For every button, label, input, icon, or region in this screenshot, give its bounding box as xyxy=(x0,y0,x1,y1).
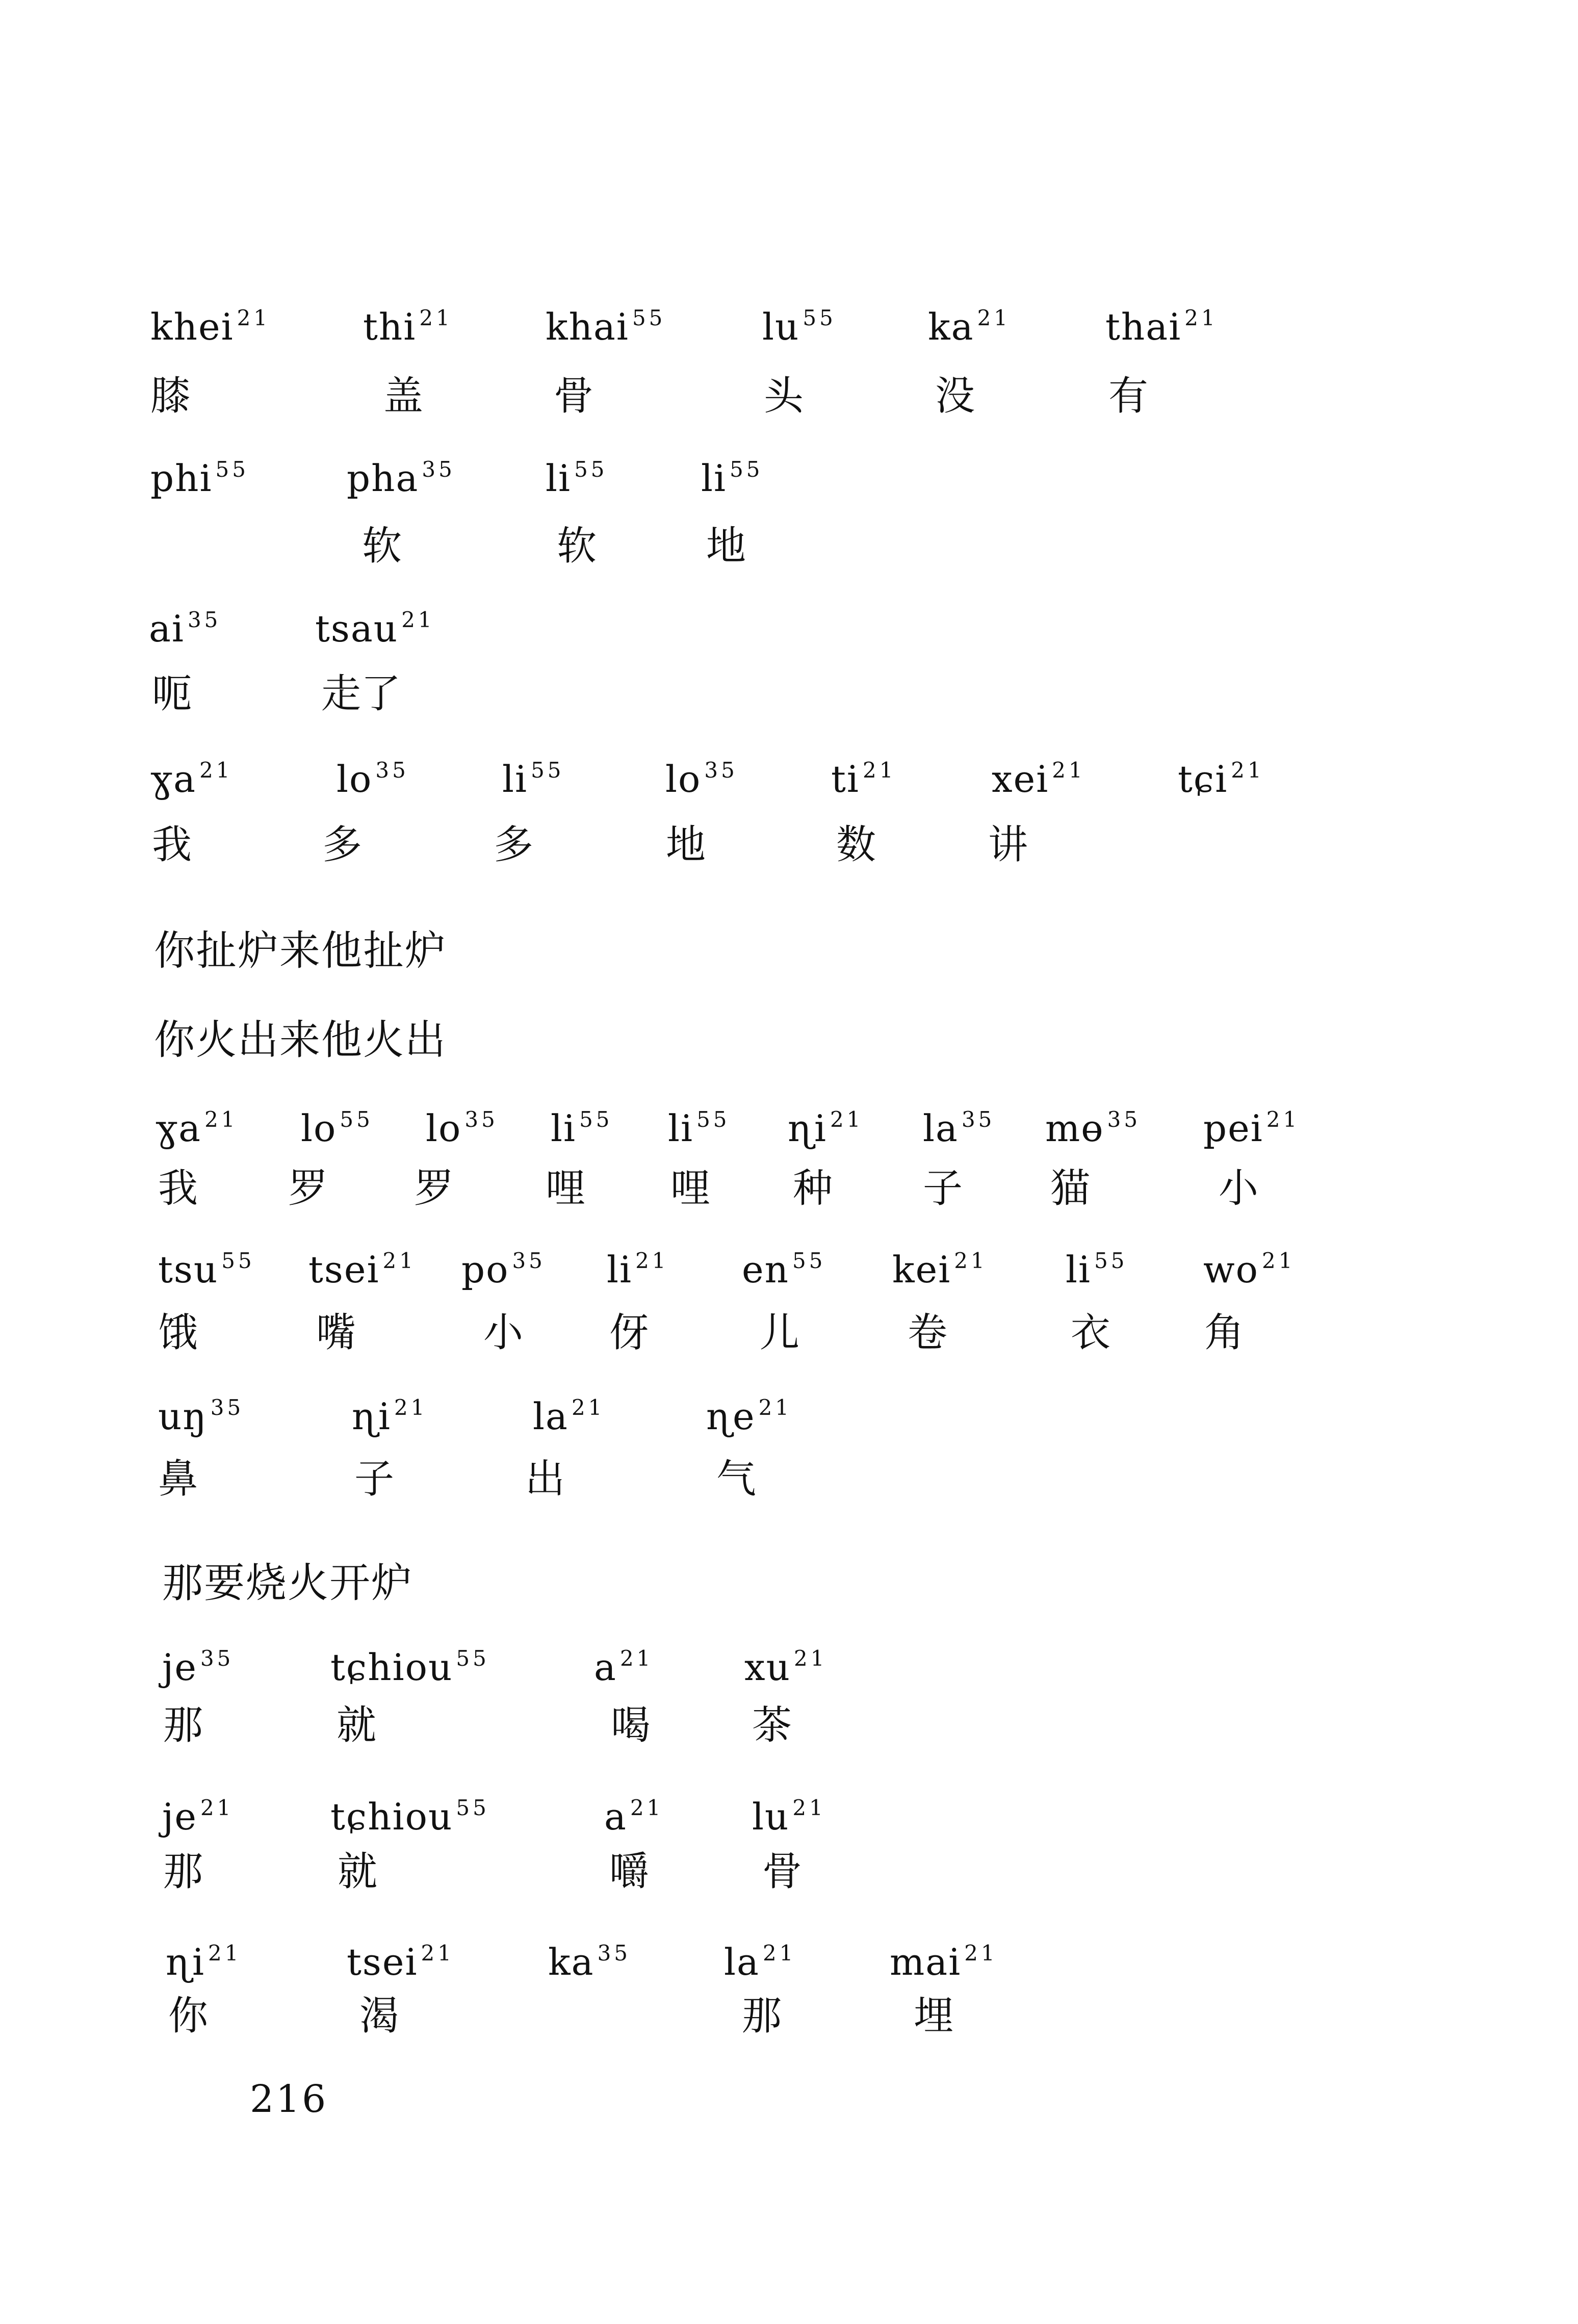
gloss-character: 那 xyxy=(163,1702,203,1748)
gloss-character: 喝 xyxy=(611,1702,651,1748)
page-number: 216 xyxy=(250,2077,328,2121)
romanized-word: phi $^{55}$ xyxy=(150,457,249,500)
romanized-word: la $^{35}$ xyxy=(923,1107,995,1150)
gloss-character: 鼻 xyxy=(158,1456,198,1502)
romanized-word: pha $^{35}$ xyxy=(347,457,455,500)
romanized-word: ɳe $^{21}$ xyxy=(706,1395,792,1438)
gloss-character: 气 xyxy=(716,1456,757,1502)
romanized-word: lo $^{35}$ xyxy=(665,758,738,801)
romanized-word: li $^{55}$ xyxy=(546,457,608,500)
romanized-word: kei $^{21}$ xyxy=(892,1248,988,1291)
gloss-character: 子 xyxy=(354,1456,395,1502)
gloss-character: 有 xyxy=(1108,373,1149,419)
gloss-character: 软 xyxy=(362,523,402,569)
gloss-character: 我 xyxy=(152,822,192,868)
romanized-word: ai $^{35}$ xyxy=(149,607,221,650)
gloss-character: 衣 xyxy=(1071,1310,1111,1356)
romanized-word: li $^{21}$ xyxy=(607,1248,669,1291)
romanized-word: wo $^{21}$ xyxy=(1203,1248,1296,1291)
gloss-character: 猫 xyxy=(1050,1166,1091,1211)
gloss-character: 呃 xyxy=(152,671,192,717)
gloss-character: 茶 xyxy=(752,1702,792,1748)
romanized-word: lu $^{21}$ xyxy=(752,1795,826,1838)
romanized-word: ka $^{35}$ xyxy=(548,1941,631,1983)
gloss-character: 嚼 xyxy=(609,1849,650,1895)
romanized-word: tsei $^{21}$ xyxy=(347,1941,454,1983)
romanized-word: ɳi $^{21}$ xyxy=(788,1107,864,1150)
gloss-character: 种 xyxy=(793,1166,833,1211)
verse-translation-line: 那要烧火开炉 xyxy=(162,1559,413,1607)
gloss-character: 出 xyxy=(525,1456,565,1502)
romanized-word: khei $^{21}$ xyxy=(150,305,271,348)
gloss-character: 小 xyxy=(1219,1166,1259,1211)
romanized-word: ɳi $^{21}$ xyxy=(352,1395,428,1438)
verse-translation-line: 你扯炉来他扯炉 xyxy=(154,927,447,974)
romanized-word: ɣa $^{21}$ xyxy=(156,1107,238,1150)
romanized-word: tsau $^{21}$ xyxy=(315,607,435,650)
gloss-character: 那 xyxy=(163,1849,203,1895)
romanized-word: la $^{21}$ xyxy=(724,1941,796,1983)
gloss-character: 没 xyxy=(935,373,975,419)
romanized-word: khai $^{55}$ xyxy=(546,305,666,348)
gloss-character: 你 xyxy=(168,1993,209,2039)
romanized-word: pei $^{21}$ xyxy=(1203,1107,1300,1150)
gloss-character: 卷 xyxy=(908,1310,948,1356)
romanized-word: xei $^{21}$ xyxy=(992,758,1085,801)
romanized-word: ti $^{21}$ xyxy=(831,758,896,801)
gloss-character: 就 xyxy=(337,1702,377,1748)
romanized-word: li $^{55}$ xyxy=(668,1107,730,1150)
romanized-word: tɕi $^{21}$ xyxy=(1178,758,1264,801)
romanized-word: li $^{55}$ xyxy=(551,1107,613,1150)
romanized-word: lo $^{55}$ xyxy=(301,1107,373,1150)
gloss-character: 地 xyxy=(706,523,746,569)
romanized-word: tɕhiou $^{55}$ xyxy=(330,1646,489,1689)
gloss-character: 嘴 xyxy=(316,1310,356,1356)
verse-translation-line: 你火出来他火出 xyxy=(154,1016,447,1064)
romanized-word: ɣa $^{21}$ xyxy=(150,758,233,801)
gloss-character: 数 xyxy=(836,822,876,868)
romanized-word: mɵ $^{35}$ xyxy=(1045,1107,1141,1150)
gloss-character: 埋 xyxy=(914,1993,954,2039)
gloss-character: 盖 xyxy=(383,373,424,419)
gloss-character: 骨 xyxy=(554,373,594,419)
romanized-word: ka $^{21}$ xyxy=(928,305,1011,348)
gloss-character: 罗 xyxy=(288,1166,328,1211)
gloss-character: 渴 xyxy=(359,1993,400,2039)
gloss-character: 就 xyxy=(338,1849,378,1895)
romanized-word: a $^{21}$ xyxy=(604,1795,664,1838)
romanized-word: je $^{21}$ xyxy=(162,1795,234,1838)
gloss-character: 哩 xyxy=(670,1166,711,1211)
gloss-character: 头 xyxy=(764,373,804,419)
romanized-word: lo $^{35}$ xyxy=(337,758,409,801)
romanized-word: thi $^{21}$ xyxy=(363,305,453,348)
romanized-word: po $^{35}$ xyxy=(461,1248,546,1291)
romanized-word: je $^{35}$ xyxy=(162,1646,234,1689)
gloss-character: 地 xyxy=(666,822,706,868)
gloss-character: 走了 xyxy=(321,671,401,717)
gloss-character: 伢 xyxy=(609,1310,650,1356)
romanized-word: xu $^{21}$ xyxy=(744,1646,827,1689)
gloss-character: 我 xyxy=(158,1166,198,1211)
romanized-word: tsei $^{21}$ xyxy=(308,1248,416,1291)
romanized-word: la $^{21}$ xyxy=(533,1395,605,1438)
romanized-word: tsu $^{55}$ xyxy=(158,1248,255,1291)
romanized-word: tɕhiou $^{55}$ xyxy=(330,1795,489,1838)
gloss-character: 儿 xyxy=(760,1310,800,1356)
gloss-character: 骨 xyxy=(762,1849,803,1895)
gloss-character: 小 xyxy=(483,1310,524,1356)
romanized-word: lo $^{35}$ xyxy=(426,1107,498,1150)
gloss-character: 哩 xyxy=(546,1166,586,1211)
romanized-word: uŋ $^{35}$ xyxy=(158,1395,244,1438)
romanized-word: li $^{55}$ xyxy=(1066,1248,1128,1291)
gloss-character: 软 xyxy=(557,523,597,569)
gloss-character: 饿 xyxy=(158,1310,198,1356)
romanized-word: mai $^{21}$ xyxy=(890,1941,998,1983)
romanized-word: li $^{55}$ xyxy=(502,758,564,801)
gloss-character: 讲 xyxy=(988,822,1028,868)
gloss-character: 多 xyxy=(494,822,534,868)
gloss-character: 膝 xyxy=(150,373,191,419)
romanized-word: ɳi $^{21}$ xyxy=(166,1941,242,1983)
gloss-character: 多 xyxy=(322,822,363,868)
romanized-word: lu $^{55}$ xyxy=(762,305,836,348)
romanized-word: en $^{55}$ xyxy=(742,1248,826,1291)
gloss-character: 那 xyxy=(742,1993,782,2039)
romanized-word: a $^{21}$ xyxy=(594,1646,654,1689)
gloss-character: 子 xyxy=(923,1166,963,1211)
gloss-character: 角 xyxy=(1204,1310,1245,1356)
romanized-word: thai $^{21}$ xyxy=(1105,305,1218,348)
romanized-word: li $^{55}$ xyxy=(701,457,763,500)
gloss-character: 罗 xyxy=(414,1166,454,1211)
